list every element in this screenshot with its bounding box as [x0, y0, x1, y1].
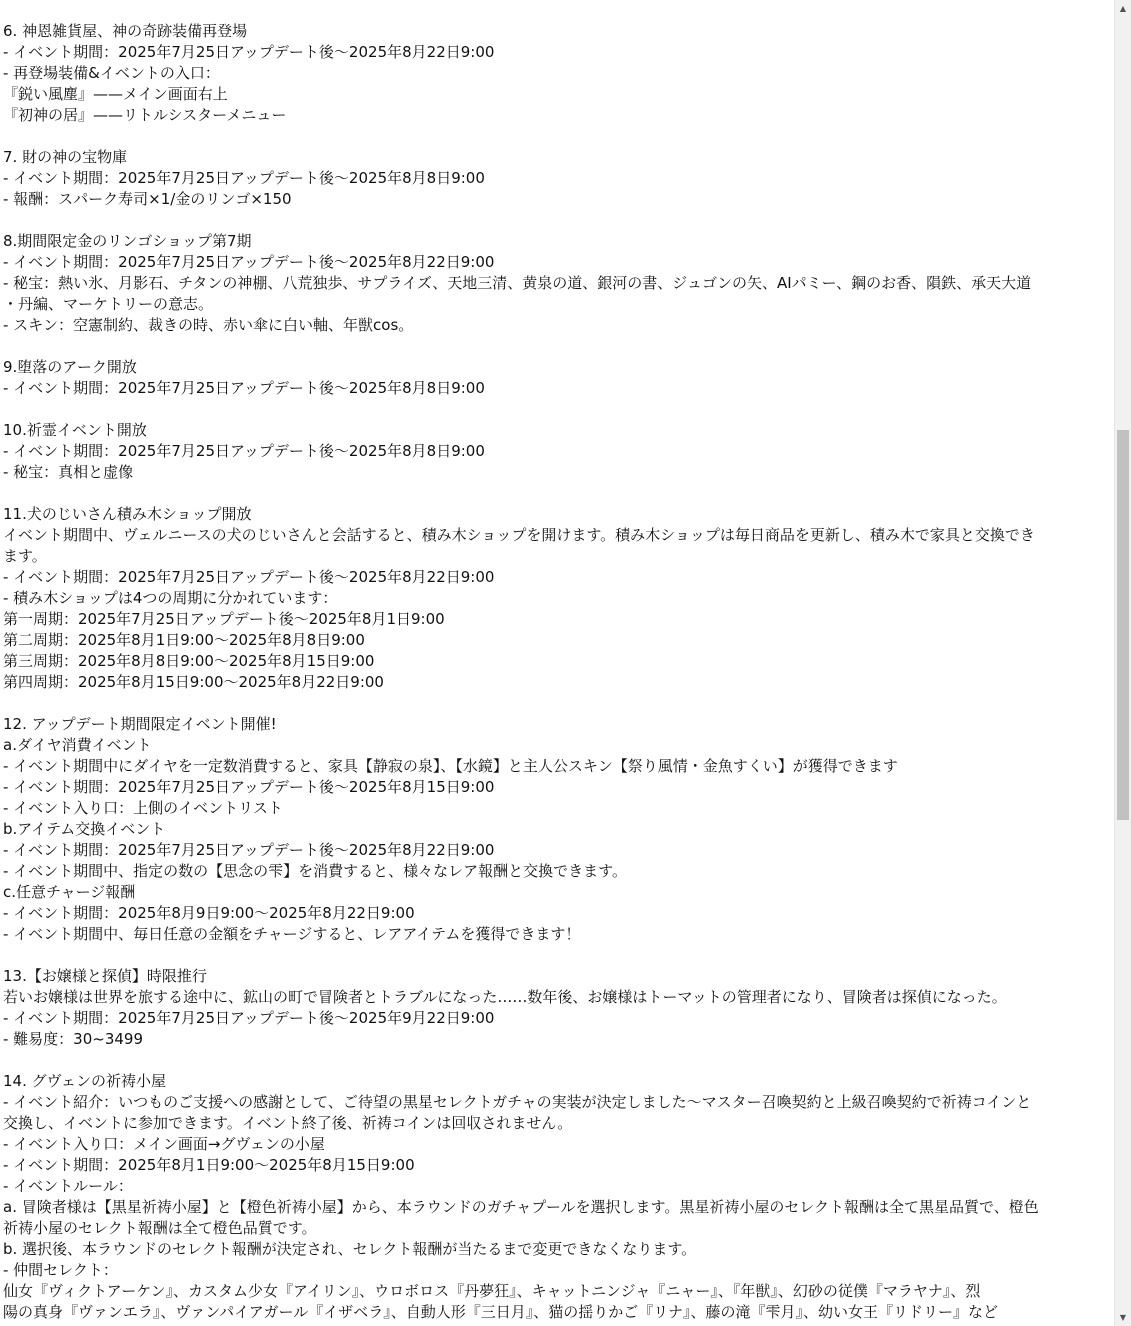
- text-line: - イベント期間：2025年7月25日アップデート後～2025年8月22日9:00: [3, 841, 495, 859]
- text-line: - スキン：空憲制約、裁きの時、赤い傘に白い軸、年獣cos。: [3, 316, 414, 334]
- blank-line: [3, 210, 1113, 231]
- text-line: 『鋭い風塵』——メイン画面右上: [3, 85, 228, 103]
- text-line: - イベント期間：2025年7月25日アップデート後～2025年8月8日9:00: [3, 169, 485, 187]
- text-line: 交換し、イベントに参加できます。イベント終了後、祈祷コインは回収されません。: [3, 1114, 573, 1132]
- text-line: - イベント期間：2025年7月25日アップデート後～2025年9月22日9:00: [3, 1009, 495, 1027]
- text-line: - イベント期間：2025年7月25日アップデート後～2025年8月8日9:00: [3, 379, 485, 397]
- vertical-scrollbar[interactable]: [1114, 0, 1131, 1326]
- text-line: a.ダイヤ消費イベント: [3, 736, 152, 754]
- text-line: - 難易度：30~3499: [3, 1030, 144, 1048]
- text-line: - イベント期間：2025年7月25日アップデート後～2025年8月15日9:00: [3, 778, 495, 796]
- text-line: 6. 神恩雑貨屋、神の奇跡装備再登場: [3, 22, 248, 40]
- text-line: 第一周期：2025年7月25日アップデート後～2025年8月1日9:00: [3, 610, 445, 628]
- text-line: - イベント期間：2025年7月25日アップデート後～2025年8月22日9:00: [3, 43, 495, 61]
- text-line: 『初神の居』——リトルシスターメニュー: [3, 106, 287, 124]
- text-line: a. 冒険者様は【黒星祈祷小屋】と【橙色祈祷小屋】から、本ラウンドのガチャプールを選択します。黒星祈祷小屋のセレクト報酬は全て黒星品質で、橙色: [3, 1198, 1039, 1216]
- text-line: - イベント期間中にダイヤを一定数消費すると、家具【静寂の泉】、【水鏡】と主人公スキン【祭り風情・金魚すくい】が獲得できます: [3, 757, 898, 775]
- text-line: c.任意チャージ報酬: [3, 883, 136, 901]
- text-line: - イベント紹介：いつものご支援への感謝として、ご待望の黒星セレクトガチャの実装が決定しました～マスター召喚契約と上級召喚契約で祈祷コインと: [3, 1093, 1032, 1111]
- text-line: - イベント期間：2025年7月25日アップデート後～2025年8月8日9:00: [3, 442, 485, 460]
- text-line: 7. 財の神の宝物庫: [3, 148, 128, 166]
- text-line: 10.祈霊イベント開放: [3, 421, 147, 439]
- text-line: 9.堕落のアーク開放: [3, 358, 137, 376]
- text-line: b. 選択後、本ラウンドのセレクト報酬が決定され、セレクト報酬が当たるまで変更できなくなります。: [3, 1240, 697, 1258]
- text-line: 12. アップデート期間限定イベント開催!: [3, 715, 277, 733]
- text-line: - イベント入り口：メイン画面→グヴェンの小屋: [3, 1135, 325, 1153]
- text-line: - 秘宝：真相と虚像: [3, 463, 134, 481]
- scroll-thumb[interactable]: [1117, 430, 1129, 820]
- text-line: ・丹編、マーケトリーの意志。: [3, 295, 214, 313]
- text-line: 若いお嬢様は世界を旅する途中に、鉱山の町で冒険者とトラブルになった……数年後、お嬢様はトーマットの管理者になり、冒険者は探偵になった。: [3, 988, 1007, 1006]
- blank-line: [3, 945, 1113, 966]
- text-line: - 報酬：スパーク寿司×1/金のリンゴ×150: [3, 190, 292, 208]
- text-line: 14. グヴェンの祈祷小屋: [3, 1072, 167, 1090]
- text-line: - イベント入り口：上側のイベントリスト: [3, 799, 283, 817]
- text-line: - 積み木ショップは4つの周期に分かれています：: [3, 589, 338, 607]
- text-line: - イベントルール：: [3, 1177, 133, 1195]
- blank-line: [3, 336, 1113, 357]
- text-line: - 再登場装備&イベントの入口：: [3, 64, 220, 82]
- document-body: [3, 21, 1113, 1323]
- text-line: 第三周期：2025年8月8日9:00～2025年8月15日9:00: [3, 652, 375, 670]
- blank-line: [3, 483, 1113, 504]
- blank-line: [3, 126, 1113, 147]
- text-line: b.アイテム交換イベント: [3, 820, 166, 838]
- text-line: - イベント期間：2025年7月25日アップデート後～2025年8月22日9:00: [3, 568, 495, 586]
- text-line: 13.【お嬢様と探偵】時限推行: [3, 967, 207, 985]
- text-line: 第四周期：2025年8月15日9:00～2025年8月22日9:00: [3, 673, 384, 691]
- text-line: 仙女『ヴィクトアーケン』、カスタム少女『アイリン』、ウロボロス『丹夢狂』、キャットニンジャ『ニャー』、『年獣』、幻砂の従僕『マラヤナ』、烈: [3, 1282, 981, 1300]
- scroll-up-arrow-icon[interactable]: ▲: [1119, 4, 1127, 13]
- blank-line: [3, 693, 1113, 714]
- text-line: - イベント期間中、毎日任意の金額をチャージすると、レアアイテムを獲得できます！: [3, 925, 581, 943]
- text-line: 陽の真身『ヴァンエラ』、ヴァンパイアガール『イザベラ』、自動人形『三日月』、猫の揺りかご『リナ』、藤の滝『雫月』、幼い女王『リドリー』など: [3, 1303, 998, 1321]
- text-line: 祈祷小屋のセレクト報酬は全て橙色品質です。: [3, 1219, 317, 1237]
- text-line: - イベント期間中、指定の数の【思念の雫】を消費すると、様々なレア報酬と交換できます。: [3, 862, 627, 880]
- text-line: 11.犬のじいさん積み木ショップ開放: [3, 505, 252, 523]
- text-line: 第二周期：2025年8月1日9:00～2025年8月8日9:00: [3, 631, 365, 649]
- text-line: 8.期間限定金のリンゴショップ第7期: [3, 232, 252, 250]
- scroll-down-arrow-icon[interactable]: ▼: [1119, 1313, 1127, 1322]
- text-line: - イベント期間：2025年8月1日9:00～2025年8月15日9:00: [3, 1156, 415, 1174]
- text-line: - イベント期間：2025年8月9日9:00～2025年8月22日9:00: [3, 904, 415, 922]
- text-line: - 秘宝：熱い氷、月影石、チタンの神棚、八荒独歩、サプライズ、天地三清、黄泉の道、銀河の書、ジュゴンの矢、AIパミー、鋼のお香、隕鉄、承天大道: [3, 274, 1032, 292]
- blank-line: [3, 1050, 1113, 1071]
- text-line: - イベント期間：2025年7月25日アップデート後～2025年8月22日9:00: [3, 253, 495, 271]
- text-line: ます。: [3, 547, 47, 565]
- blank-line: [3, 399, 1113, 420]
- text-line: イベント期間中、ヴェルニースの犬のじいさんと会話すると、積み木ショップを開けます。積み木ショップは毎日商品を更新し、積み木で家具と交換でき: [3, 526, 1035, 544]
- text-line: - 仲間セレクト：: [3, 1261, 118, 1279]
